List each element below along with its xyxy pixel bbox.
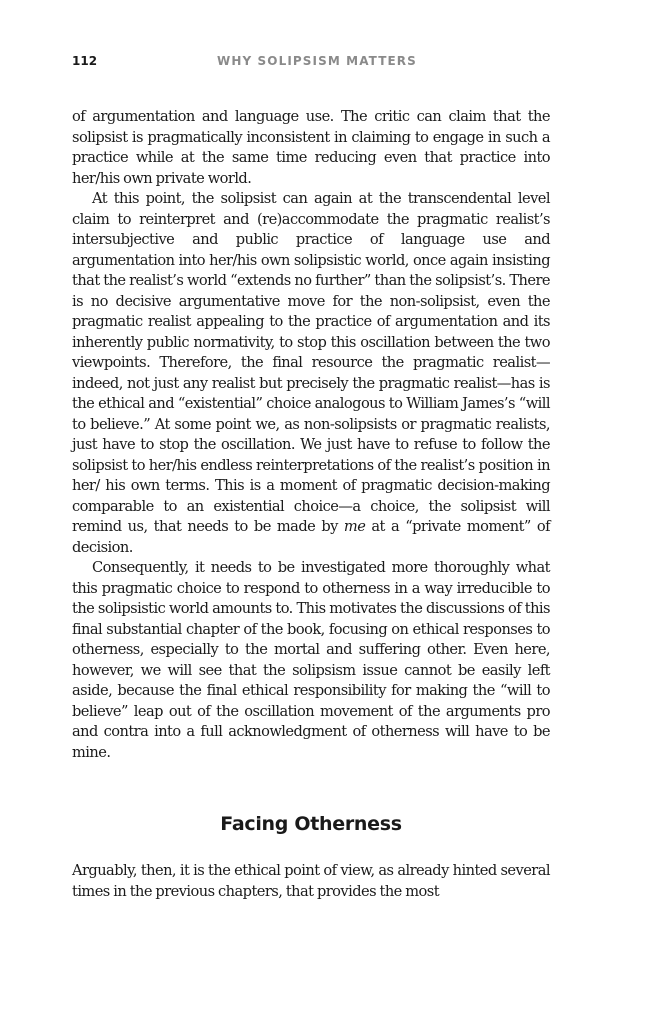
section-body-text	[72, 861, 550, 902]
paragraph: Arguably, then, it is the ethical point of view, as already hinted several times in the previous chapters, that provides the most	[72, 862, 550, 900]
page-number: 112	[72, 54, 98, 68]
paragraph-text: at a “private moment” of decision.	[72, 518, 551, 556]
running-title: WHY SOLIPSISM MATTERS	[217, 54, 417, 68]
running-head	[72, 54, 552, 72]
paragraph-text: At this point, the solipsist can again at the transcendental level claim to reinterpret and (re)accommodate the pragmatic realist’s intersubjective and public practice of language use and argumentation into her/his own solipsistic world, once again insisting that the realist’s world “extends no further” than the solipsist’s. There is no decisive argumentative move for the non-solipsist, even the pragmatic realist appealing to the practice of argumentation and its inherently public normativity, to stop this oscillation between the two viewpoints. Therefore, the final resource the pragmatic realist—indeed, not just any realist but precisely the pragmatic realist—has is the ethical and “existential” choice analogous to William James’s “will to believe.” At some point we, as non-solipsists or pragmatic realists, just have to stop the oscillation. We just have to refuse to follow the solipsist to her/his endless reinterpretations of the realist’s position in her/ his own terms. This is a moment of pragmatic decision-making comparable to an existential choice—a choice, the solipsist will remind us, that needs to be made by	[72, 190, 550, 535]
paragraph: Consequently, it needs to be investigated more thoroughly what this pragmatic choice to respond to otherness in a way irreducible to the solipsistic world amounts to. This motivates the discussions of this final substantial chapter of the book, focusing on ethical responses to otherness, especially to the mortal and suffering other. Even here, however, we will see that the solipsism issue cannot be easily left aside, because the final ethical responsibility for making the “will to believe” leap out of the oscillation movement of the arguments pro and contra into a full acknowledgment of otherness will have to be mine.	[72, 559, 550, 761]
paragraph	[72, 189, 550, 558]
section-heading: Facing Otherness	[220, 813, 402, 835]
italic-emphasis: me	[343, 518, 366, 535]
paragraph: of argumentation and language use. The critic can claim that the solipsist is pragmatically inconsistent in claiming to engage in such a practice while at the same time reducing even that practice into her/his own private world.	[72, 108, 550, 187]
body-text	[72, 107, 550, 763]
